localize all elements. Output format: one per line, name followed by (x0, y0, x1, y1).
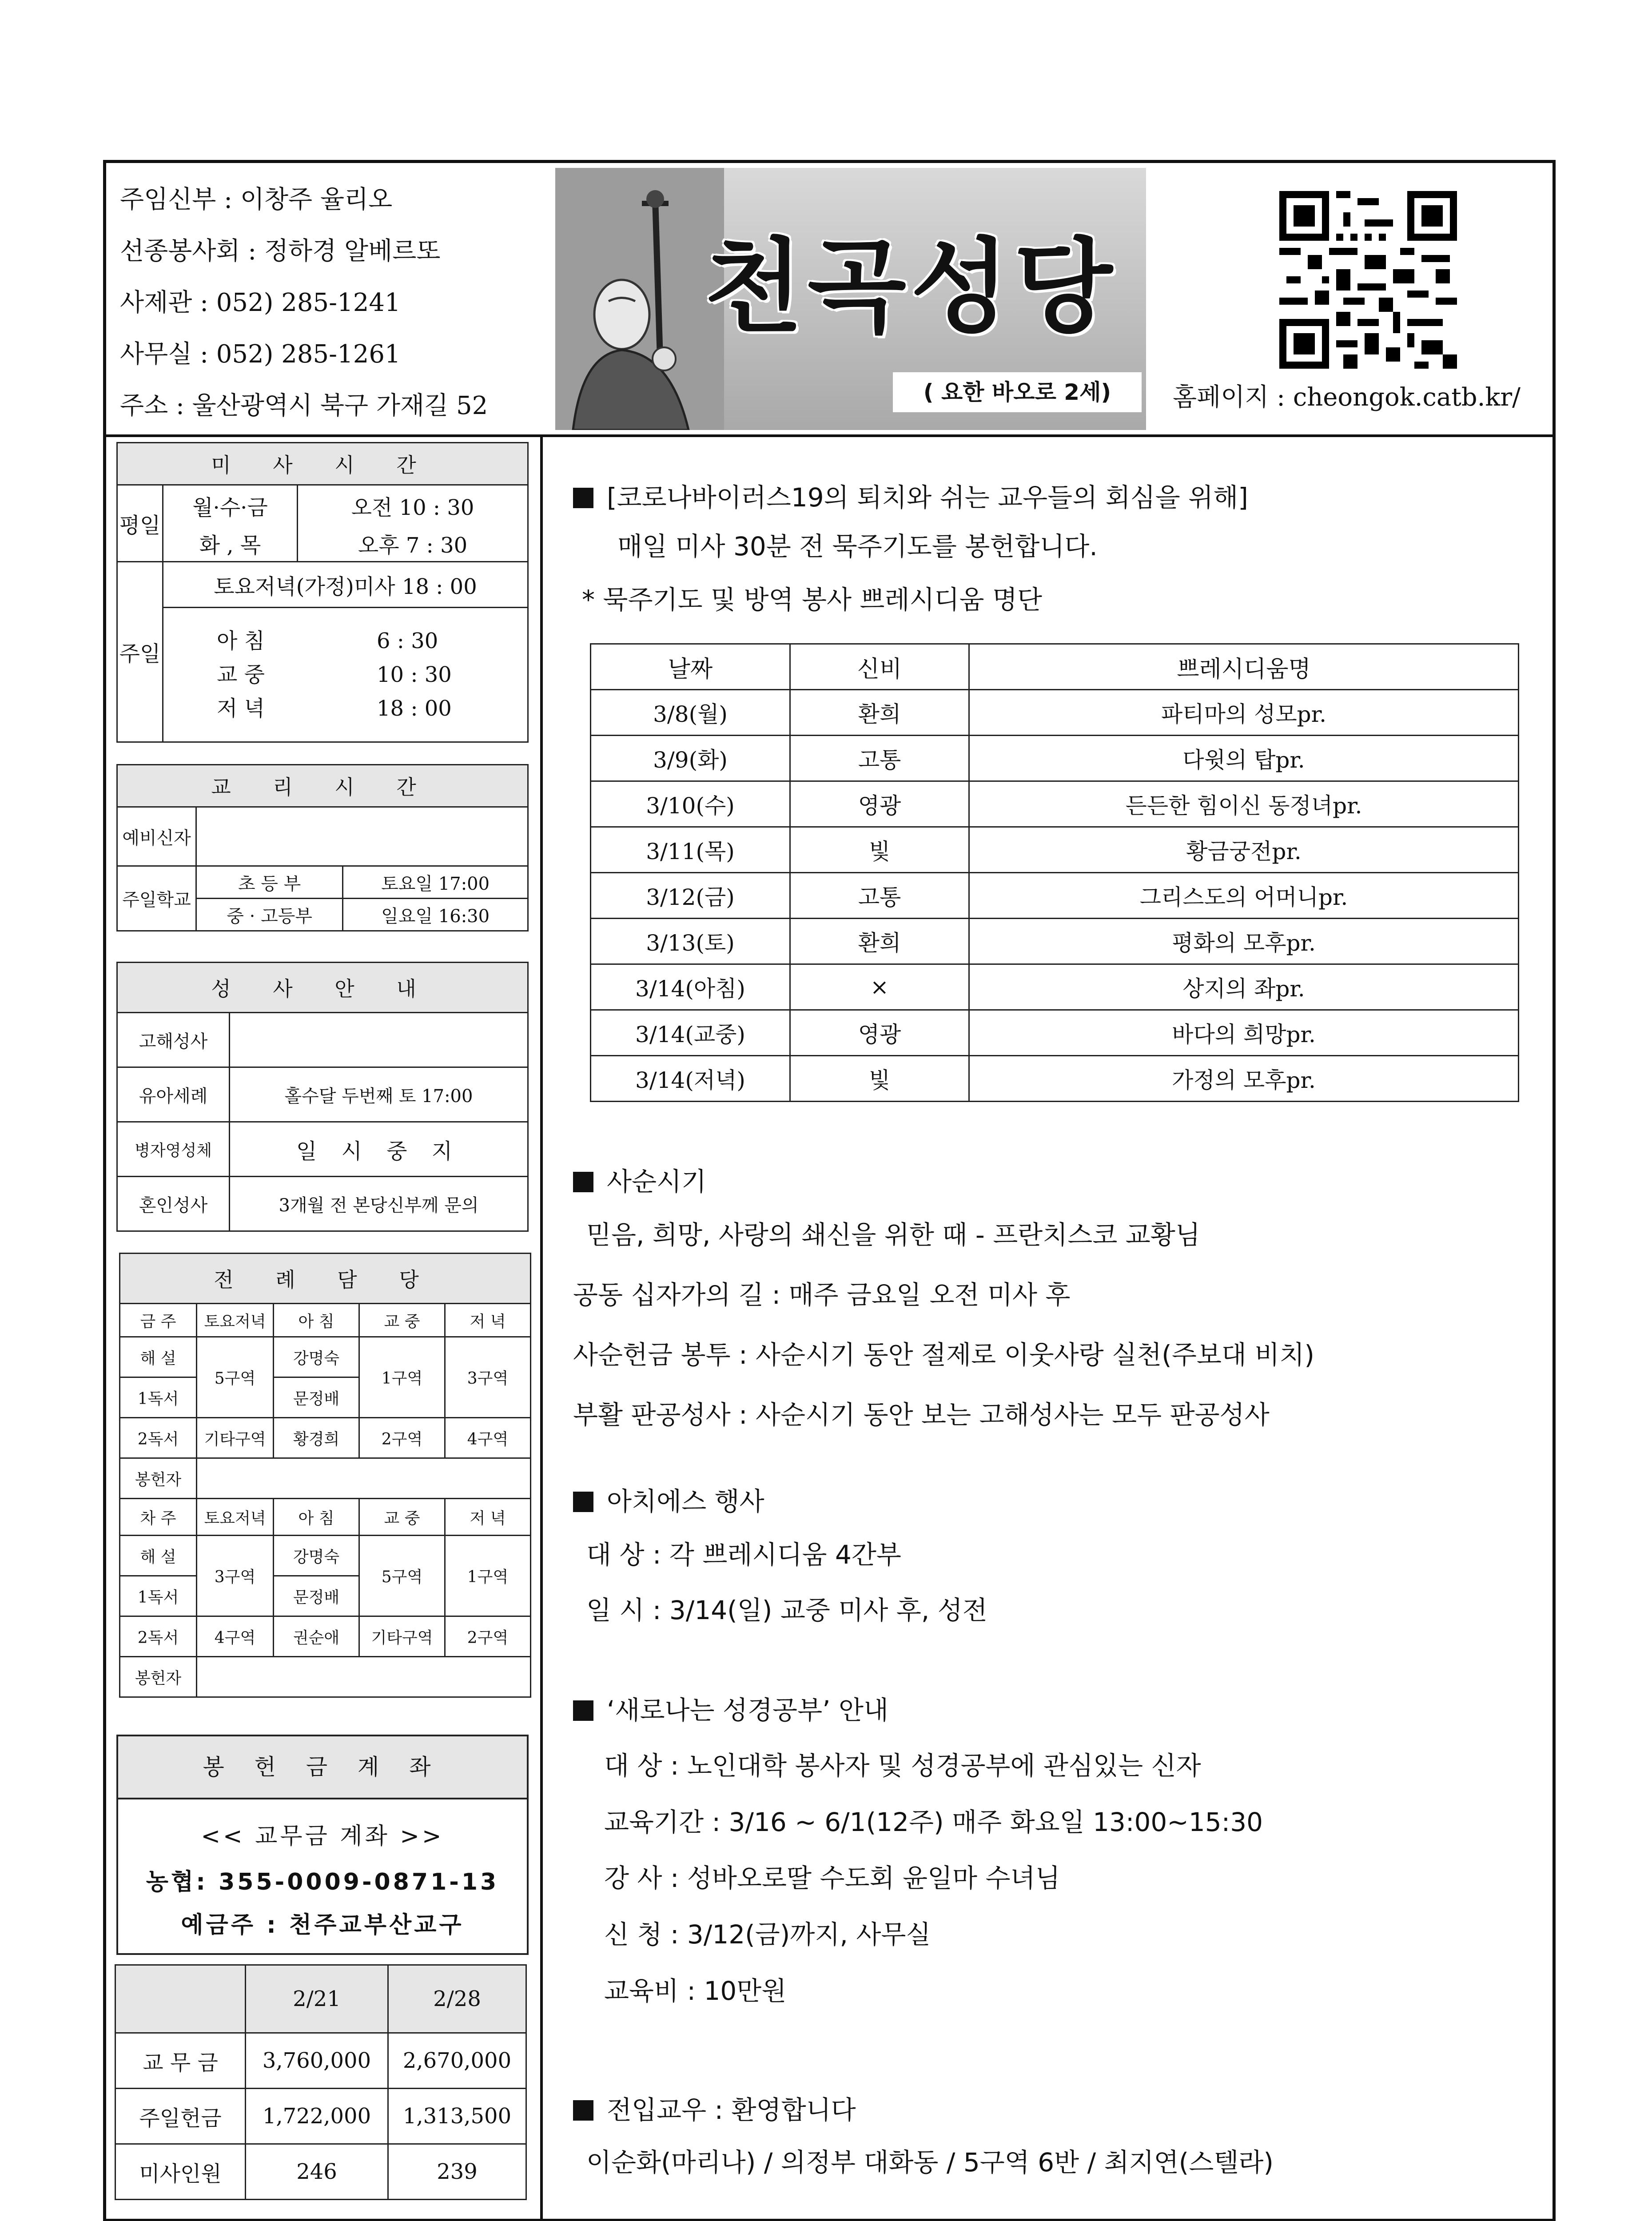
nw-offertory-label: 봉헌자 (120, 1657, 197, 1697)
table-row: 3/14(교중) 영광 바다의 희망pr. (591, 1010, 1519, 1056)
council: 선종봉사회 : 정하경 알베르또 (120, 237, 441, 266)
bible-period: 교육기간 : 3/16 ~ 6/1(12주) 매주 화요일 13:00~15:30 (604, 1807, 1263, 1837)
tw-morning-1: 강명숙 (274, 1337, 359, 1377)
section-covid (573, 475, 1248, 520)
table-row: 3/14(아침) × 상지의 좌pr. (591, 964, 1519, 1010)
stats-label-offering: 주일헌금 (115, 2089, 246, 2144)
catechism-table (116, 764, 529, 931)
stats-offering-1: 1,722,000 (246, 2089, 388, 2144)
infant-baptism-label: 유아세례 (117, 1067, 230, 1122)
weekday-label: 평일 (117, 485, 163, 562)
rosary-notice: 매일 미사 30분 전 묵주기도를 봉헌합니다. (617, 531, 1098, 561)
office-phone: 사무실 : 052) 285-1261 (120, 340, 401, 369)
square-bullet-icon (573, 1492, 593, 1512)
bible-lecturer: 강 사 : 성바오로딸 수도회 윤일마 수녀님 (604, 1863, 1060, 1893)
this-week-label: 금 주 (120, 1304, 197, 1337)
section-acies-title: 아치에스 행사 (607, 1486, 764, 1516)
offering-account-title: 봉 헌 금 계 좌 (118, 1736, 527, 1799)
table-row: 3/8(월) 환희 파티마의 성모pr. (591, 690, 1519, 736)
tw-evening-b: 4구역 (445, 1418, 531, 1458)
tw-sat-b: 기타구역 (197, 1418, 274, 1458)
new-member-info: 이순화(마리나) / 의정부 대화동 / 5구역 6반 / 최지연(스텔라) (586, 2147, 1274, 2177)
acies-target: 대 상 : 각 쁘레시디움 4간부 (586, 1540, 901, 1570)
lent-stations: 공동 십자가의 길 : 매주 금요일 오전 미사 후 (573, 1280, 1071, 1310)
tw-reading2-label: 2독서 (120, 1418, 197, 1458)
tw-main-b: 2구역 (359, 1418, 445, 1458)
column-divider (540, 434, 543, 2221)
acies-time: 일 시 : 3/14(일) 교중 미사 후, 성전 (586, 1595, 987, 1625)
tw-col-main: 교 중 (359, 1304, 445, 1337)
tw-reading1-label: 1독서 (120, 1377, 197, 1418)
square-bullet-icon (573, 1700, 593, 1721)
nw-sat-a: 3구역 (197, 1536, 274, 1616)
mass-times-table (116, 442, 529, 743)
sunday-morning: 아 침 6 : 30 (217, 629, 438, 653)
liturgy-table (119, 1253, 531, 1698)
table-row: 3/10(수) 영광 든든한 힘이신 동정녀pr. (591, 781, 1519, 827)
header-divider (103, 434, 1556, 437)
stats-attendance-2: 239 (388, 2144, 526, 2200)
nw-evening-b: 2구역 (445, 1616, 531, 1657)
stats-dues-1: 3,760,000 (246, 2033, 388, 2089)
elementary-time: 토요일 17:00 (343, 866, 528, 899)
parish-banner (555, 168, 1146, 430)
square-bullet-icon (573, 488, 593, 508)
lent-confession: 부활 판공성사 : 사순시기 동안 보는 고해성사는 모두 판공성사 (573, 1400, 1270, 1430)
confession-value (230, 1013, 528, 1067)
bank-account-number: 농협: 355-0009-0871-13 (146, 1869, 499, 1895)
nw-col-saturday: 토요저녁 (197, 1499, 274, 1536)
weekday-time-2: 오후 7 : 30 (298, 525, 528, 562)
marriage-label: 혼인성사 (117, 1177, 230, 1231)
liturgy-title: 전 례 담 당 (120, 1254, 531, 1304)
table-row: 3/14(저녁) 빛 가정의 모후pr. (591, 1056, 1519, 1102)
nw-reading1-label: 1독서 (120, 1576, 197, 1616)
saturday-evening-mass: 토요저녁(가정)미사 18 : 00 (163, 562, 528, 608)
nw-main-b: 기타구역 (359, 1616, 445, 1657)
nw-main-a: 5구역 (359, 1536, 445, 1616)
parish-name-logo: 천곡성당 (704, 228, 1117, 347)
middle-high-label: 중 · 고등부 (196, 899, 343, 931)
catechism-title: 교 리 시 간 (117, 765, 528, 807)
nw-reading2-label: 2독서 (120, 1616, 197, 1657)
nw-col-main: 교 중 (359, 1499, 445, 1536)
contact-info (120, 174, 520, 432)
elementary-label: 초 등 부 (196, 866, 343, 899)
nw-commentary-label: 해 설 (120, 1536, 197, 1576)
weekday-days-1: 월·수·금 (163, 485, 298, 526)
stats-label-attendance: 미사인원 (115, 2144, 246, 2200)
homepage-url[interactable]: 홈페이지 : cheongok.catb.kr/ (1173, 383, 1521, 412)
stats-date-1: 2/21 (246, 1965, 388, 2033)
table-row: 3/11(목) 빛 황금궁전pr. (591, 827, 1519, 873)
sunday-evening: 저 녁 18 : 00 (217, 696, 452, 721)
bible-target: 대 상 : 노인대학 봉사자 및 성경공부에 관심있는 신자 (604, 1751, 1201, 1781)
section-lent-title: 사순시기 (607, 1166, 707, 1197)
stats-date-2: 2/28 (388, 1965, 526, 2033)
offering-account-box (116, 1735, 529, 1955)
tw-morning-2: 문정배 (274, 1377, 359, 1418)
sick-communion-label: 병자영성체 (117, 1122, 230, 1177)
marriage-value: 3개월 전 본당신부께 문의 (230, 1177, 528, 1231)
tw-offertory-label: 봉헌자 (120, 1458, 197, 1499)
square-bullet-icon (573, 1172, 593, 1192)
sacraments-table (116, 962, 529, 1232)
tw-evening-a: 3구역 (445, 1337, 531, 1418)
stats-label-dues: 교 무 금 (115, 2033, 246, 2089)
section-bible-title: ‘새로나는 성경공부’ 안내 (607, 1695, 889, 1725)
col-date: 날짜 (591, 644, 790, 690)
bible-fee: 교육비 : 10만원 (604, 1976, 787, 2006)
next-week-label: 차 주 (120, 1499, 197, 1536)
col-mystery: 신비 (790, 644, 969, 690)
stats-dues-2: 2,670,000 (388, 2033, 526, 2089)
rosary-schedule-table (590, 643, 1519, 1102)
lent-quote: 믿음, 희망, 사랑의 쇄신을 위한 때 - 프란치스코 교황님 (586, 1220, 1200, 1250)
nw-morning-2: 문정배 (274, 1576, 359, 1616)
sunday-label: 주일 (117, 562, 163, 742)
bible-application: 신 청 : 3/12(금)까지, 사무실 (604, 1919, 931, 1950)
tw-commentary-label: 해 설 (120, 1337, 197, 1377)
stats-attendance-1: 246 (246, 2144, 388, 2200)
table-row: 3/13(토) 환희 평화의 모후pr. (591, 919, 1519, 964)
mass-times-title: 미 사 시 간 (117, 443, 528, 485)
nw-evening-a: 1구역 (445, 1536, 531, 1616)
nw-sat-b: 4구역 (197, 1616, 274, 1657)
sick-communion-value: 일 시 중 지 (230, 1122, 528, 1177)
nw-col-evening: 저 녁 (445, 1499, 531, 1536)
rectory-phone: 사제관 : 052) 285-1241 (120, 288, 401, 317)
offering-account-heading: << 교무금 계좌 >> (201, 1823, 444, 1850)
square-bullet-icon (573, 2100, 593, 2121)
tw-col-morning: 아 침 (274, 1304, 359, 1337)
tw-morning-3: 황경희 (274, 1418, 359, 1458)
qr-code-icon (1279, 191, 1457, 369)
sunday-main: 교 중 10 : 30 (217, 662, 452, 687)
col-praesidium: 쁘레시디움명 (969, 644, 1519, 690)
tw-sat-a: 5구역 (197, 1337, 274, 1418)
weekday-time-1: 오전 10 : 30 (298, 485, 528, 526)
stats-offering-2: 1,313,500 (388, 2089, 526, 2144)
rosary-subtitle: * 묵주기도 및 방역 봉사 쁘레시디움 명단 (582, 585, 1043, 615)
address: 주소 : 울산광역시 북구 가재길 52 (120, 391, 488, 420)
confession-label: 고해성사 (117, 1013, 230, 1067)
tw-main-a: 1구역 (359, 1337, 445, 1418)
infant-baptism-value: 홀수달 두번째 토 17:00 (230, 1067, 528, 1122)
offering-stats-table (115, 1964, 527, 2200)
tw-col-evening: 저 녁 (445, 1304, 531, 1337)
sunday-school-label: 주일학교 (117, 866, 196, 931)
section-new-members-title: 전입교우 : 환영합니다 (607, 2095, 856, 2125)
patron-saint: ( 요한 바오로 2세) (893, 372, 1142, 412)
section-covid-title: [코로나바이러스19의 퇴치와 쉬는 교우들의 회심을 위해] (607, 482, 1248, 513)
middle-high-time: 일요일 16:30 (343, 899, 528, 931)
pastor: 주임신부 : 이창주 율리오 (120, 185, 393, 214)
nw-col-morning: 아 침 (274, 1499, 359, 1536)
nw-morning-1: 강명숙 (274, 1536, 359, 1576)
table-row: 3/12(금) 고통 그리스도의 어머니pr. (591, 873, 1519, 919)
table-row: 3/9(화) 고통 다윗의 탑pr. (591, 736, 1519, 781)
sacraments-title: 성 사 안 내 (117, 963, 528, 1013)
tw-col-saturday: 토요저녁 (197, 1304, 274, 1337)
lent-offering: 사순헌금 봉투 : 사순시기 동안 절제로 이웃사랑 실천(주보대 비치) (573, 1340, 1315, 1370)
weekday-days-2: 화 , 목 (163, 525, 298, 562)
account-holder: 예금주 : 천주교부산교구 (181, 1912, 464, 1938)
catechumen-label: 예비신자 (117, 807, 196, 866)
nw-morning-3: 권순애 (274, 1616, 359, 1657)
